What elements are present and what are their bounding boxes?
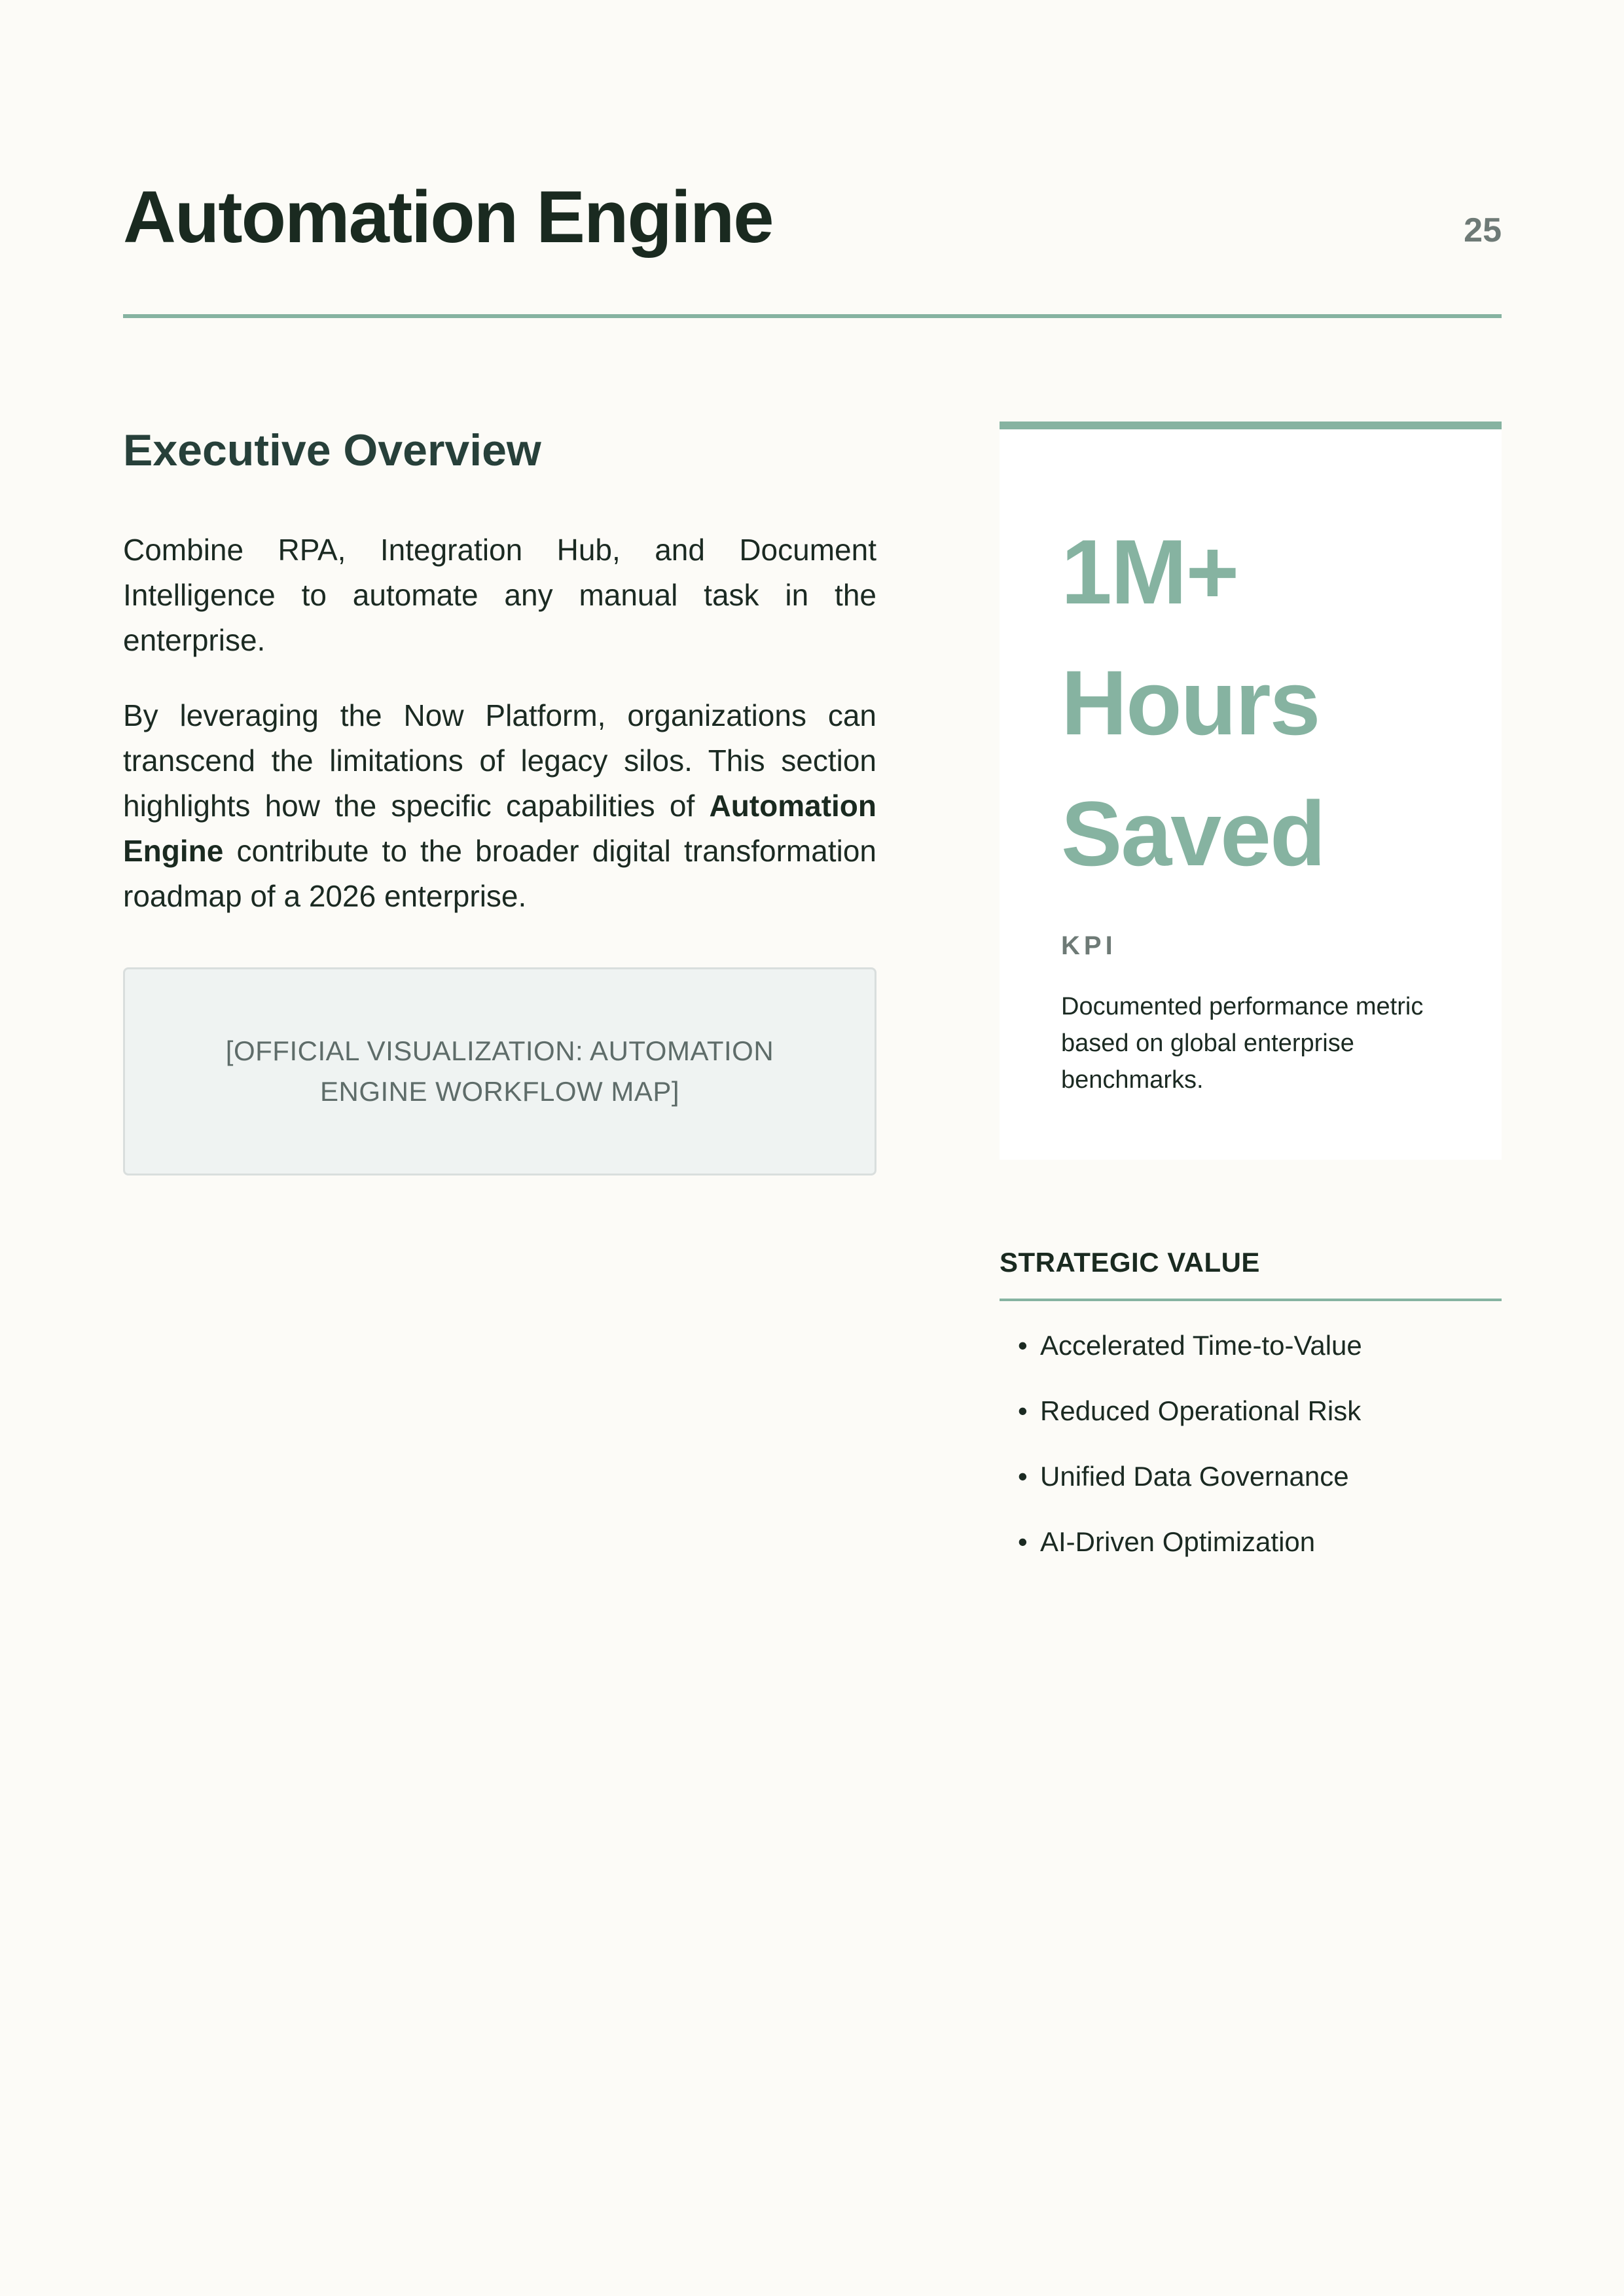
kpi-card [1000,422,1502,1160]
list-item-label: Reduced Operational Risk [1040,1395,1362,1426]
section-heading: Executive Overview [123,425,541,475]
strategic-value-section [1000,1240,1502,1587]
list-item [1000,1325,1502,1367]
strategic-value-list [1000,1325,1502,1563]
list-item-label: AI-Driven Optimization [1040,1526,1316,1557]
page-header [123,171,1502,318]
list-item [1000,1390,1502,1432]
bullet-icon: • [1018,1330,1028,1361]
kpi-value-line-1: 1M+ [1061,520,1238,623]
list-item [1000,1521,1502,1563]
page-title: Automation Engine [123,176,773,258]
visualization-placeholder [123,967,876,1175]
overview-section [123,419,876,1175]
list-item-label: Accelerated Time-to-Value [1040,1330,1362,1361]
page-number: 25 [1464,211,1502,249]
overview-paragraph-1: Combine RPA, Integration Hub, and Document Intelligence to automate any manual task in the enterprise. [123,533,876,657]
paragraph-2-bold-term: Automation Engine [123,789,876,868]
bullet-icon: • [1018,1526,1028,1557]
kpi-value-line-3: Saved [1061,782,1325,885]
bullet-icon: • [1018,1395,1028,1426]
kpi-label: KPI [1061,931,1117,960]
list-item-label: Unified Data Governance [1040,1461,1349,1492]
list-item [1000,1456,1502,1498]
bullet-icon: • [1018,1461,1028,1492]
paragraph-2-text-end: contribute to the broader digital transformation roadmap of a 2026 enterprise. [123,834,876,913]
kpi-value-line-2: Hours [1061,651,1320,754]
paragraph-2-text-start: By leveraging the Now Platform, organizations can transcend the limitations of legacy silos. This section highlights how the specific capabilities of [123,698,876,823]
kpi-description: Documented performance metric based on global enterprise benchmarks. [1061,993,1424,1094]
visualization-placeholder-label: [OFFICIAL VISUALIZATION: AUTOMATION ENGINE WORKFLOW MAP] [225,1035,774,1107]
strategic-value-heading: STRATEGIC VALUE [1000,1240,1502,1301]
overview-paragraph-2 [123,693,876,919]
